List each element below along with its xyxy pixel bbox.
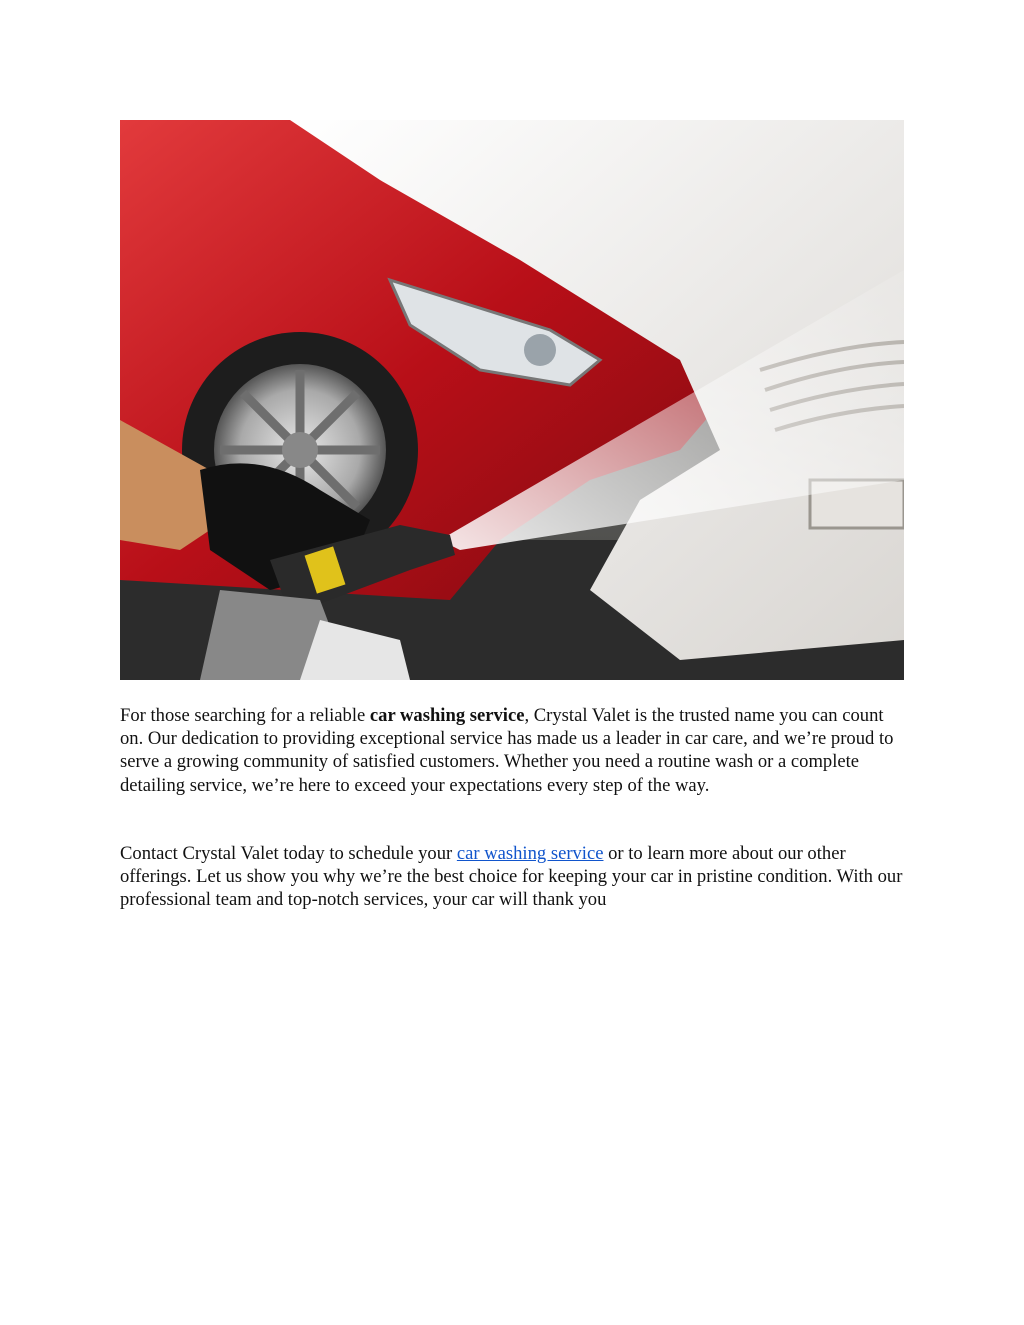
car-wash-photo (120, 120, 904, 680)
intro-text-after: , Crystal Valet is the trusted name you can count on. Our dedication to providing exceptional service has made us a leader in car care, and we’re proud to serve a growing community of satisfied customers. Whether you need a routine wash or a complete detailing service, we’re here to exceed your expectations every step of the way. (120, 705, 894, 796)
intro-text-before: For those searching for a reliable (120, 705, 370, 726)
car-washing-service-link[interactable]: car washing service (456, 843, 604, 864)
contact-text-after: or to learn more about our other offerings. Let us show you why we’re the best choice for keeping your car in pristine condition. With our professional team and top-notch services, your car will thank you (120, 843, 903, 911)
intro-paragraph (120, 704, 904, 797)
contact-paragraph (120, 842, 904, 912)
contact-text-before: Contact Crystal Valet today to schedule your (120, 843, 457, 864)
intro-bold-keyword: car washing service (369, 705, 525, 726)
